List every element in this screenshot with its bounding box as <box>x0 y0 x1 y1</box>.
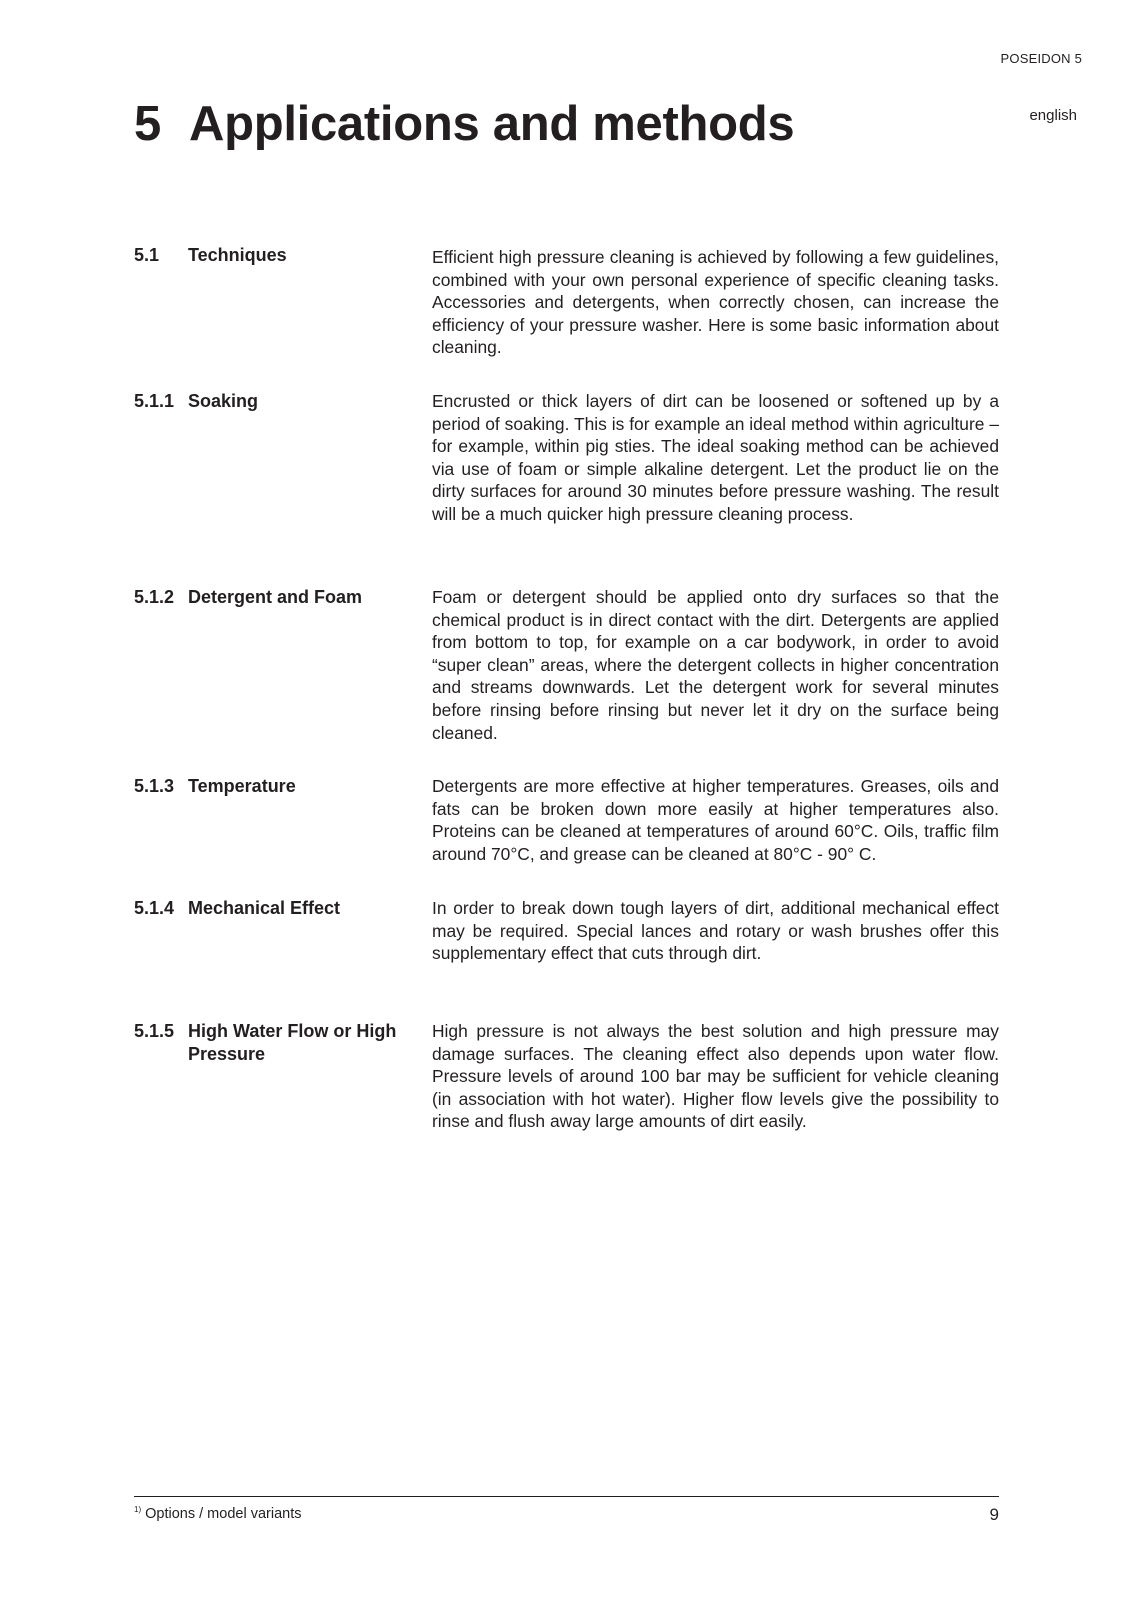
section-title: Soaking <box>188 391 259 411</box>
section-heading <box>134 775 404 798</box>
footer-divider <box>134 1496 999 1497</box>
footnote-mark: 1) <box>134 1505 142 1514</box>
section-heading <box>134 897 404 920</box>
footnote <box>134 1505 301 1522</box>
section-number: 5.1.1 <box>134 391 175 411</box>
section-heading <box>134 390 404 413</box>
section-text: Foam or detergent should be applied onto dry surfaces so that the chemical product is in direct contact with the dirt. Detergents are applied from bottom to top, for example on a car bodywork, in order to avoid “super clean” areas, where the detergent collects in higher concentration and streams downwards. Let the detergent work for several minutes before rinsing before rinsing but never let it dry on the surface being cleaned. <box>432 587 999 743</box>
page-number: 9 <box>989 1505 999 1524</box>
product-name: POSEIDON 5 <box>1000 51 1082 66</box>
section-title: Detergent and Foam <box>188 587 363 607</box>
section-text: Detergents are more effective at higher temperatures. Greases, oils and fats can be broken down more easily at higher temperatures also. Proteins can be cleaned at temperatures of around 60°C. Oils, traffic film around 70°C, and grease can be cleaned at 80°C - 90° C. <box>432 776 999 864</box>
chapter-title-text: Applications and methods <box>189 97 795 151</box>
section-heading <box>134 244 404 267</box>
section-text: Efficient high pressure cleaning is achieved by following a few guidelines, combined with your own personal experience of specific cleaning tasks. Accessories and detergents, when correctly chosen, can increase the efficiency of your pressure washer. Here is some basic information about cleaning. <box>432 247 999 358</box>
section-text: In order to break down tough layers of dirt, additional mechanical effect may be required. Special lances and rotary or wash brushes offer this supplementary effect that cuts through dirt. <box>432 898 999 964</box>
section-text: Encrusted or thick layers of dirt can be loosened or softened up by a period of soaking. This is for example an ideal method within agriculture – for example, within pig sties. The ideal soaking method can be achieved via use of foam or simple alkaline detergent. Let the product lie on the dirty surfaces for around 30 minutes before pressure washing. The result will be a much quicker high pressure cleaning process. <box>432 391 999 524</box>
section-number: 5.1.5 <box>134 1021 175 1041</box>
section-number: 5.1 <box>134 245 160 265</box>
section-text: High pressure is not always the best solution and high pressure may damage surfaces. The cleaning effect also depends upon water flow. Pressure levels of around 100 bar may be sufficient for vehicle cleaning (in association with hot water). Higher flow levels give the possibility to rinse and flush away large amounts of dirt easily. <box>432 1021 999 1132</box>
section-heading <box>134 1020 404 1065</box>
language-label: english <box>1029 107 1077 124</box>
section-number: 5.1.4 <box>134 898 175 918</box>
section-title: Temperature <box>188 776 296 796</box>
footnote-text: Options / model variants <box>145 1506 302 1522</box>
section-number: 5.1.3 <box>134 776 175 796</box>
chapter-title <box>134 98 794 152</box>
section-title: Techniques <box>188 245 287 265</box>
chapter-number: 5 <box>134 97 161 151</box>
section-title: Mechanical Effect <box>188 898 341 918</box>
section-number: 5.1.2 <box>134 587 175 607</box>
section-title: High Water Flow or High Pressure <box>188 1021 397 1064</box>
section-heading <box>134 586 404 609</box>
